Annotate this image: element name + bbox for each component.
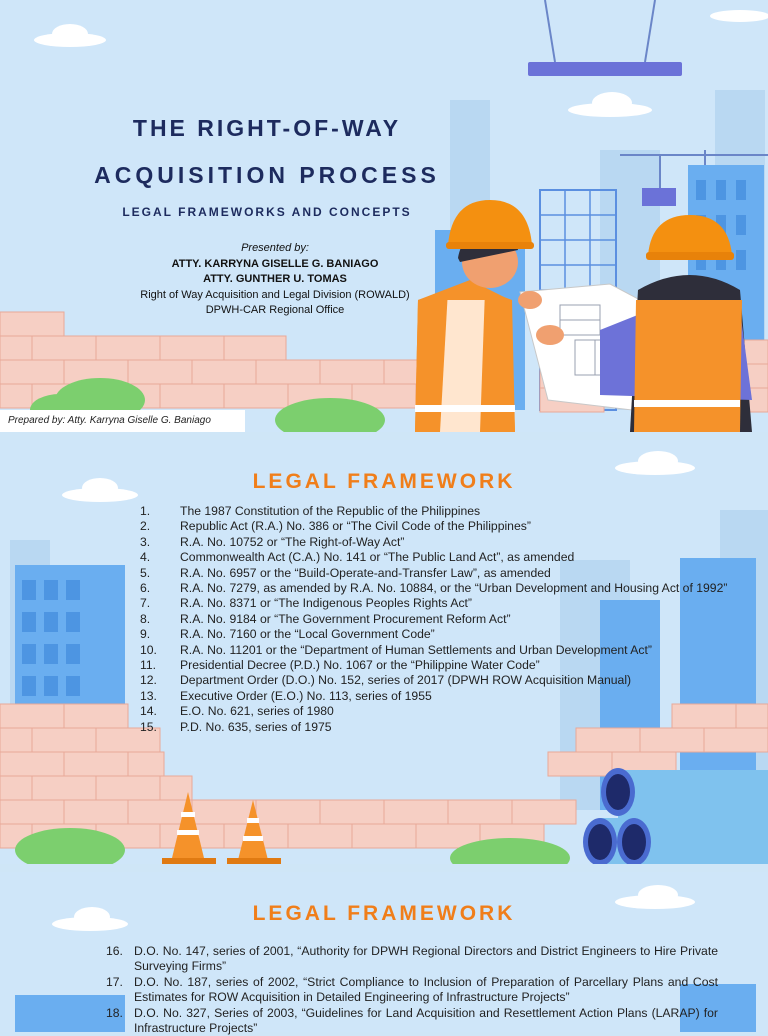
list-item bbox=[140, 689, 732, 704]
list-item-text: Republic Act (R.A.) No. 386 or “The Civil Code of the Philippines” bbox=[180, 519, 531, 534]
list-item-number: 1. bbox=[140, 504, 151, 518]
presenter-name: ATTY. GUNTHER U. TOMAS bbox=[203, 273, 347, 285]
list-item-text: R.A. No. 7160 or the “Local Government Code” bbox=[180, 627, 435, 642]
office-name: DPWH-CAR Regional Office bbox=[205, 304, 345, 316]
list-item bbox=[140, 596, 732, 611]
prepared-by-label: Prepared by: Atty. Karryna Giselle G. Baniago bbox=[0, 410, 245, 432]
list-item bbox=[140, 519, 732, 534]
list-item bbox=[106, 944, 718, 975]
list-item bbox=[140, 566, 732, 581]
list-item-text: R.A. No. 8371 or “The Indigenous Peoples Rights Act” bbox=[180, 596, 472, 611]
list-item-text: Department Order (D.O.) No. 152, series of 2017 (DPWH ROW Acquisition Manual) bbox=[180, 673, 632, 688]
list-item-number: 4. bbox=[140, 550, 151, 565]
presented-by-label: Presented by: bbox=[241, 242, 309, 254]
list-item-text: Executive Order (E.O.) No. 113, series of 1955 bbox=[180, 688, 432, 703]
list-item-number: 10. bbox=[140, 642, 157, 657]
list-item-number: 15. bbox=[140, 719, 157, 734]
list-item bbox=[140, 627, 732, 642]
list-item-number: 14. bbox=[140, 704, 157, 719]
list-item-text: D.O. No. 147, series of 2001, “Authority for DPWH Regional Directors and District Engineers to Hire Private Surveying Firms” bbox=[134, 944, 718, 974]
list-item-number: 3. bbox=[140, 534, 151, 549]
subtitle: LEGAL FRAMEWORKS AND CONCEPTS bbox=[122, 205, 412, 219]
list-item-number: 16. bbox=[106, 944, 123, 958]
list-item-number: 12. bbox=[140, 673, 157, 688]
list-item bbox=[140, 581, 732, 596]
list-item-text: E.O. No. 621, series of 1980 bbox=[180, 704, 334, 719]
list-item bbox=[140, 720, 732, 735]
list-item-number: 9. bbox=[140, 627, 151, 642]
list-item-text: D.O. No. 327, Series of 2003, “Guidelines for Land Acquisition and Resettlement Action Plans (LARAP) for Infrastructure Projects” bbox=[134, 1005, 718, 1036]
list-item-text: P.D. No. 635, series of 1975 bbox=[180, 719, 332, 734]
list-item-text: Commonwealth Act (C.A.) No. 141 or “The Public Land Act”, as amended bbox=[180, 550, 575, 565]
main-title-line2: ACQUISITION PROCESS bbox=[94, 162, 440, 188]
legal-framework-list-continued bbox=[106, 944, 718, 1036]
list-item-number: 18. bbox=[106, 1005, 123, 1020]
list-item-number: 8. bbox=[140, 611, 151, 626]
main-title-line1: THE RIGHT-OF-WAY bbox=[132, 115, 402, 141]
list-item-number: 7. bbox=[140, 596, 151, 611]
legal-framework-list bbox=[140, 504, 732, 735]
list-item-number: 6. bbox=[140, 581, 151, 596]
list-item-number: 13. bbox=[140, 688, 157, 703]
list-item-text: R.A. No. 11201 or the “Department of Human Settlements and Urban Development Act” bbox=[180, 642, 652, 657]
section-title: LEGAL FRAMEWORK bbox=[252, 902, 516, 925]
pipes-illustration bbox=[583, 768, 768, 864]
list-item bbox=[140, 643, 732, 658]
list-item bbox=[140, 504, 732, 519]
suspended-beam bbox=[528, 62, 682, 76]
list-item-text: The 1987 Constitution of the Republic of the Philippines bbox=[180, 504, 481, 518]
presenters-block bbox=[90, 241, 460, 319]
title-slide bbox=[0, 0, 768, 432]
list-item bbox=[106, 975, 718, 1006]
list-item bbox=[140, 673, 732, 688]
list-item bbox=[140, 658, 732, 673]
list-item-text: R.A. No. 6957 or the “Build-Operate-and-Transfer Law”, as amended bbox=[180, 565, 551, 580]
list-item bbox=[140, 535, 732, 550]
list-item bbox=[106, 1006, 718, 1036]
list-item-text: R.A. No. 9184 or “The Government Procurement Reform Act” bbox=[180, 611, 511, 626]
list-item bbox=[140, 704, 732, 719]
list-item-text: Presidential Decree (P.D.) No. 1067 or the “Philippine Water Code” bbox=[180, 658, 540, 673]
list-item-number: 11. bbox=[140, 658, 157, 673]
section-title: LEGAL FRAMEWORK bbox=[252, 470, 516, 493]
presenter-name: ATTY. KARRYNA GISELLE G. BANIAGO bbox=[171, 257, 379, 270]
list-item bbox=[140, 612, 732, 627]
list-item-number: 5. bbox=[140, 565, 151, 580]
division-name: Right of Way Acquisition and Legal Division (ROWALD) bbox=[140, 288, 410, 301]
list-item-text: D.O. No. 187, series of 2002, “Strict Compliance to Inclusion of Preparation of Parcellary Plans and Cost Estimates for ROW Acquisition in Detailed Engineering of Infrastructure Projects” bbox=[134, 974, 718, 1005]
list-item-number: 2. bbox=[140, 519, 151, 534]
list-item bbox=[140, 550, 732, 565]
list-item-text: R.A. No. 7279, as amended by R.A. No. 10884, or the “Urban Development and Housing Act of 1992” bbox=[180, 581, 728, 596]
list-item-number: 17. bbox=[106, 974, 123, 989]
list-item-text: R.A. No. 10752 or “The Right-of-Way Act” bbox=[180, 534, 405, 549]
